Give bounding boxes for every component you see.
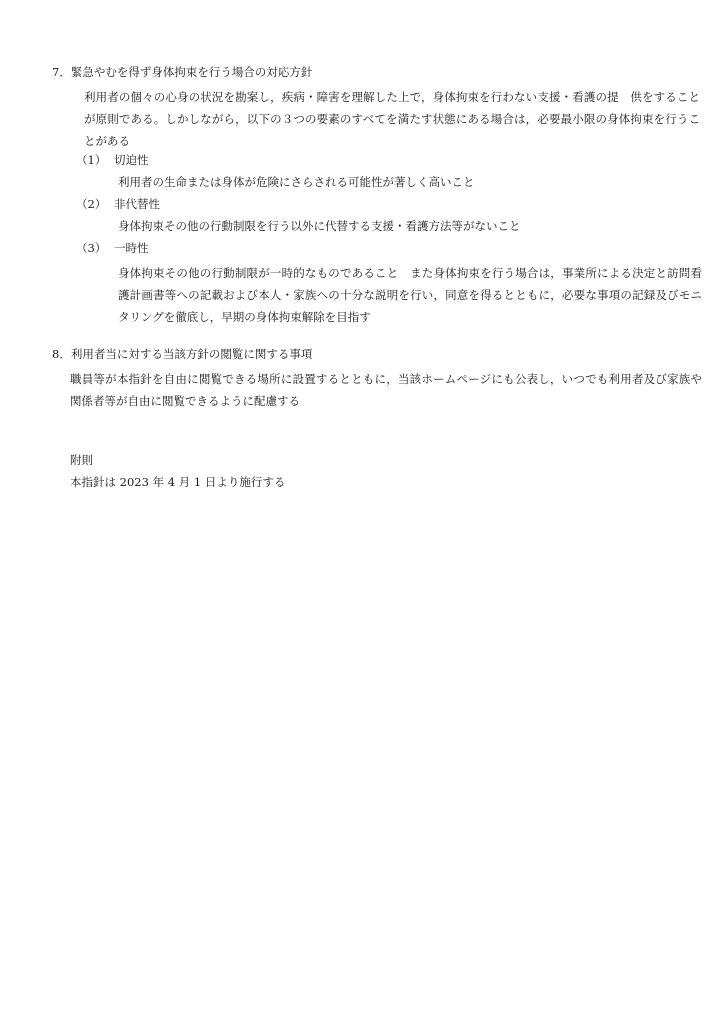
section7-heading [52,64,312,80]
section7-intro: 利用者の個々の心身の状況を勘案し，疾病・障害を理解した上で，身体拘束を行わない支援・看護の提 供をすることが原則である。しかしながら，以下の３つの要素のすべてを満たす状態にある場合は，必要最小限の身体拘束を行うことがある [84,90,700,148]
item2-label: 非代替性 [114,197,160,211]
item1-label: 切迫性 [114,153,149,167]
item2-heading [76,196,160,212]
section7-title: 緊急やむを得ず身体拘束を行う場合の対応方針 [70,65,313,79]
item2-desc: 身体拘束その他の行動制限を行う以外に代替する支援・看護方法等がないこと [118,219,521,233]
item1-heading [76,152,149,168]
item3-heading [76,240,149,256]
section8-heading [52,346,312,362]
section8-body: 職員等が本指針を自由に閲覧できる場所に設置するとともに，当該ホームページにも公表し，いつでも利用者及び家族や関係者等が自由に閲覧できるように配慮する [70,372,702,408]
item2-number: （2） [76,197,107,211]
item3-desc: 身体拘束その他の行動制限が一時的なものであること また身体拘束を行う場合は，事業所による決定と訪問看護計画書等への記載および本人・家族への十分な説明を行い，同意を得るとともに，必要な事項の記録及びモニタリングを徹底し，早期の身体拘束解除を目指す [118,266,702,324]
item3-label: 一時性 [114,241,149,255]
section7-number: 7． [52,65,71,79]
item3-number: （3） [76,241,107,255]
supplement-title: 附則 [70,453,93,467]
section8-title: 利用者当に対する当該方針の閲覧に関する事項 [70,347,313,361]
item1-number: （1） [76,153,107,167]
section8-number: 8． [52,347,71,361]
item1-desc: 利用者の生命または身体が危険にさらされる可能性が著しく高いこと [118,175,475,189]
supplement-text: 本指針は 2023 年 4 月 1 日より施行する [70,475,286,489]
